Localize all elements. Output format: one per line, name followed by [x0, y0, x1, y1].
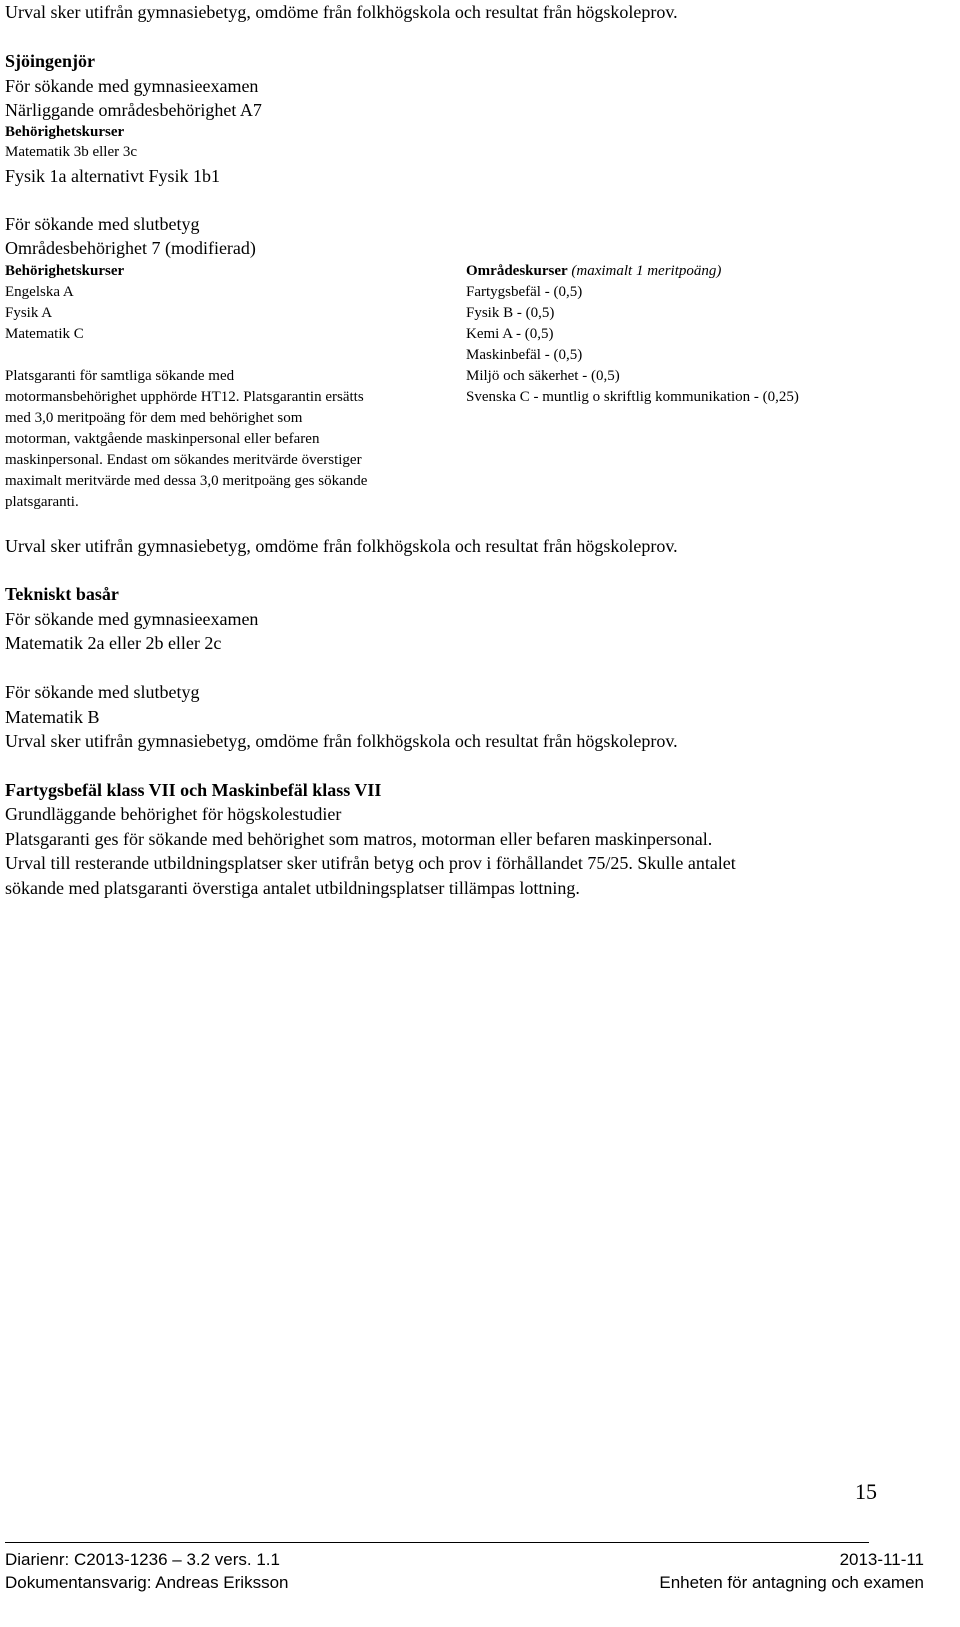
omradeskurser-note: (maximalt 1 meritpoäng): [571, 263, 722, 279]
gymnasieexamen-heading: För sökande med gymnasieexamen: [5, 609, 259, 629]
requirement: Matematik B: [5, 707, 100, 727]
dokumentansvarig: Dokumentansvarig: Andreas Eriksson: [5, 1573, 289, 1592]
gymnasieexamen-heading: För sökande med gymnasieexamen: [5, 76, 259, 96]
enheten: Enheten för antagning och examen: [659, 1573, 924, 1592]
platsgaranti-text: Platsgaranti för samtliga sökande med: [5, 368, 235, 384]
paragraph-line: Urval till resterande utbildningsplatser sker utifrån betyg och prov i förhållandet 75/25. Skulle antalet: [5, 853, 736, 873]
course-item: Fysik A: [5, 305, 53, 321]
requirement: Matematik 2a eller 2b eller 2c: [5, 633, 222, 653]
urval-line: Urval sker utifrån gymnasiebetyg, omdöme från folkhögskola och resultat från högskoleprov.: [5, 536, 678, 556]
section-title-fartygsbefal: Fartygsbefäl klass VII och Maskinbefäl klass VII: [5, 780, 382, 800]
slutbetyg-heading: För sökande med slutbetyg: [5, 682, 200, 702]
footer-divider: [5, 1542, 869, 1543]
behorighetskurser-label: Behörighetskurser: [5, 124, 125, 140]
omradesbehorighet: Områdesbehörighet 7 (modifierad): [5, 238, 256, 258]
urval-line: Urval sker utifrån gymnasiebetyg, omdöme från folkhögskola och resultat från högskoleprov.: [5, 731, 678, 751]
omradeskurs-item: Svenska C - muntlig o skriftlig kommunikation - (0,25): [466, 389, 799, 405]
page-number: 15: [855, 1479, 877, 1504]
omradeskurs-item: Miljö och säkerhet - (0,5): [466, 368, 620, 384]
platsgaranti-text: motormansbehörighet upphörde HT12. Platsgarantin ersätts: [5, 389, 364, 405]
course-item: Matematik C: [5, 326, 84, 342]
omradeskurser-label: Områdeskurser: [466, 263, 568, 279]
course-item: Engelska A: [5, 284, 74, 300]
paragraph-line: sökande med platsgaranti överstiga antalet utbildningsplatser tillämpas lottning.: [5, 878, 580, 898]
section-title-sjoingenjor: Sjöingenjör: [5, 51, 95, 71]
platsgaranti-text: platsgaranti.: [5, 494, 79, 510]
slutbetyg-heading: För sökande med slutbetyg: [5, 214, 200, 234]
paragraph-line: Platsgaranti ges för sökande med behörighet som matros, motorman eller befaren maskinpersonal.: [5, 829, 713, 849]
omradeskurs-item: Kemi A - (0,5): [466, 326, 554, 342]
omradeskurs-item: Maskinbefäl - (0,5): [466, 347, 583, 363]
platsgaranti-text: maximalt meritvärde med dessa 3,0 meritpoäng ges sökande: [5, 473, 368, 489]
course-item: Matematik 3b eller 3c: [5, 144, 138, 160]
omradeskurs-item: Fartygsbefäl - (0,5): [466, 284, 583, 300]
urval-line: Urval sker utifrån gymnasiebetyg, omdöme från folkhögskola och resultat från högskoleprov.: [5, 2, 678, 22]
platsgaranti-text: motorman, vaktgående maskinpersonal eller befaren: [5, 431, 320, 447]
platsgaranti-text: maskinpersonal. Endast om sökandes meritvärde överstiger: [5, 452, 362, 468]
document-date: 2013-11-11: [839, 1550, 924, 1569]
section-title-tekniskt-basar: Tekniskt basår: [5, 584, 119, 604]
course-item: Fysik 1a alternativt Fysik 1b1: [5, 166, 220, 186]
behorighetskurser-label: Behörighetskurser: [5, 263, 125, 279]
narliggande-behorighet: Närliggande områdesbehörighet A7: [5, 100, 262, 120]
platsgaranti-text: med 3,0 meritpoäng för dem med behörighet som: [5, 410, 303, 426]
diarienr: Diarienr: C2013-1236 – 3.2 vers. 1.1: [5, 1550, 280, 1569]
paragraph-line: Grundläggande behörighet för högskolestudier: [5, 804, 342, 824]
omradeskurs-item: Fysik B - (0,5): [466, 305, 555, 321]
omradeskurser-header: [466, 261, 721, 282]
